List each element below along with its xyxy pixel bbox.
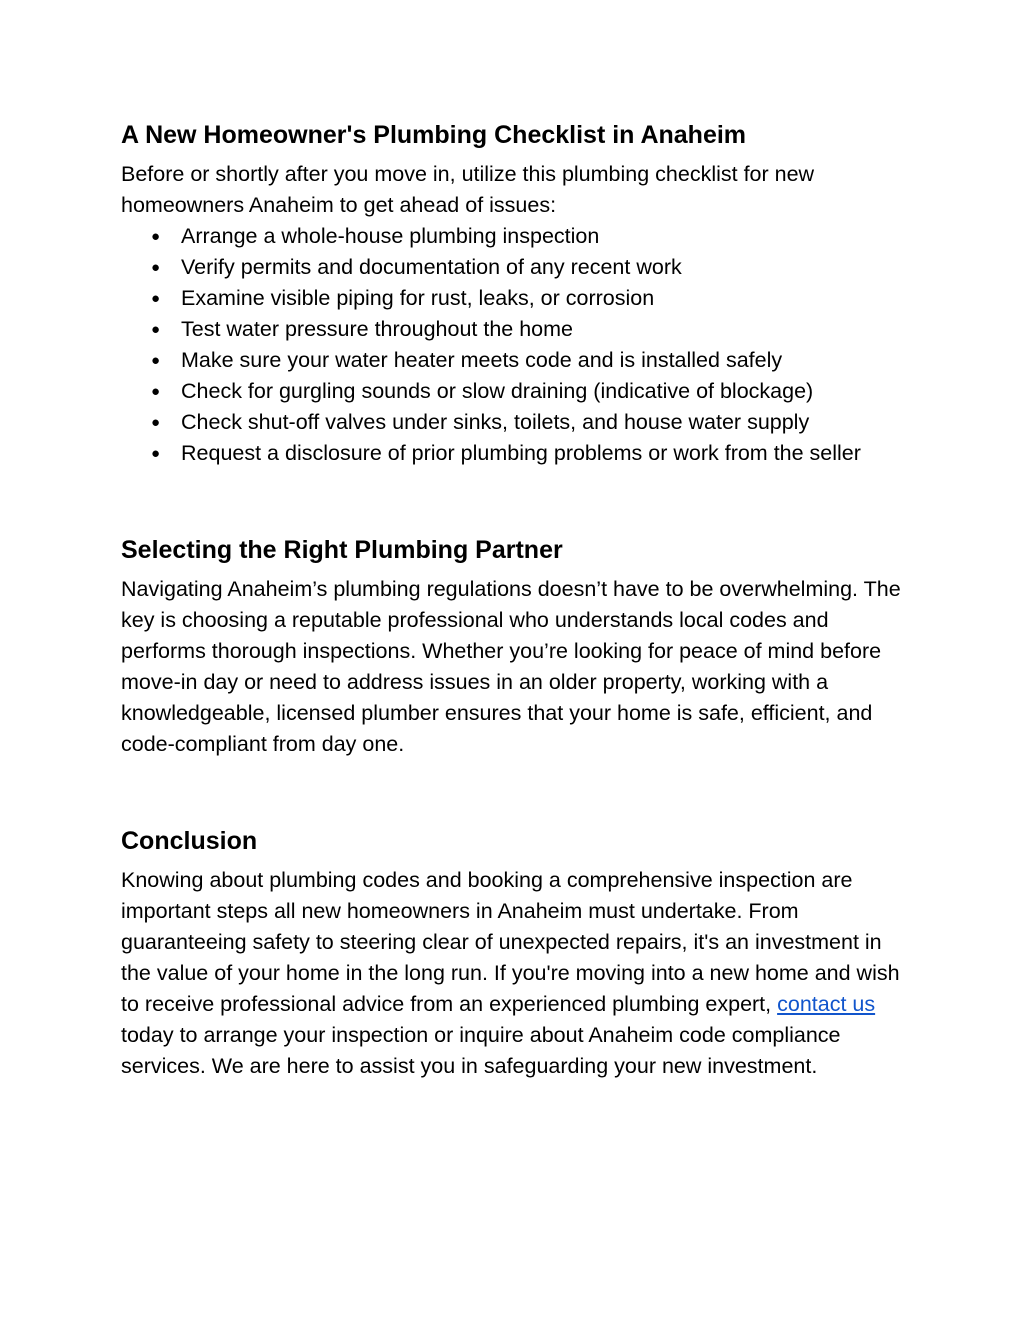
bullet-icon: ● [151,321,161,338]
list-item-text: Make sure your water heater meets code and is installed safely [181,348,783,372]
list-item [121,283,911,314]
list-item-text: Check for gurgling sounds or slow draining (indicative of blockage) [181,379,814,403]
list-item-text: Verify permits and documentation of any recent work [181,255,682,279]
bullet-icon: ● [151,445,161,462]
bullet-icon: ● [151,414,161,431]
list-item-text: Test water pressure throughout the home [181,317,573,341]
bullet-icon: ● [151,259,161,276]
partner-section [121,533,911,760]
list-item [121,314,911,345]
conclusion-body [121,865,911,1082]
checklist-heading: A New Homeowner's Plumbing Checklist in Anaheim [121,121,747,149]
conclusion-text-before-link: Knowing about plumbing codes and booking a comprehensive inspection are important steps all new homeowners in Anaheim must undertake. From guaranteeing safety to steering clear of unexpected repairs, it's an investment in the value of your home in the long run. If you're moving into a new home and wish to receive professional advice from an experienced plumbing expert, [121,868,900,1016]
bullet-icon: ● [151,290,161,307]
checklist-section [121,118,911,469]
list-item-text: Examine visible piping for rust, leaks, or corrosion [181,286,655,310]
partner-heading: Selecting the Right Plumbing Partner [121,536,563,564]
bullet-icon: ● [151,228,161,245]
checklist-list [121,221,911,469]
partner-body: Navigating Anaheim’s plumbing regulations doesn’t have to be overwhelming. The key is choosing a reputable professional who understands local codes and performs thorough inspections. Whether you’re looking for peace of mind before move-in day or need to address issues in an older property, working with a knowledgeable, licensed plumber ensures that your home is safe, efficient, and code-compliant from day one. [121,577,901,756]
bullet-icon: ● [151,383,161,400]
conclusion-heading: Conclusion [121,827,258,855]
checklist-intro: Before or shortly after you move in, utilize this plumbing checklist for new homeowners Anaheim to get ahead of issues: [121,162,815,217]
bullet-icon: ● [151,352,161,369]
list-item [121,252,911,283]
list-item [121,407,911,438]
list-item [121,221,911,252]
list-item-text: Check shut-off valves under sinks, toilets, and house water supply [181,410,810,434]
conclusion-text-after-link: today to arrange your inspection or inquire about Anaheim code compliance services. We are here to assist you in safeguarding your new investment. [121,1023,841,1078]
list-item [121,345,911,376]
conclusion-section [121,824,911,1082]
contact-us-link[interactable]: contact us [777,992,876,1016]
list-item-text: Request a disclosure of prior plumbing problems or work from the seller [181,441,861,465]
list-item [121,438,911,469]
list-item-text: Arrange a whole-house plumbing inspection [181,224,600,248]
document-page [121,118,911,1082]
list-item [121,376,911,407]
